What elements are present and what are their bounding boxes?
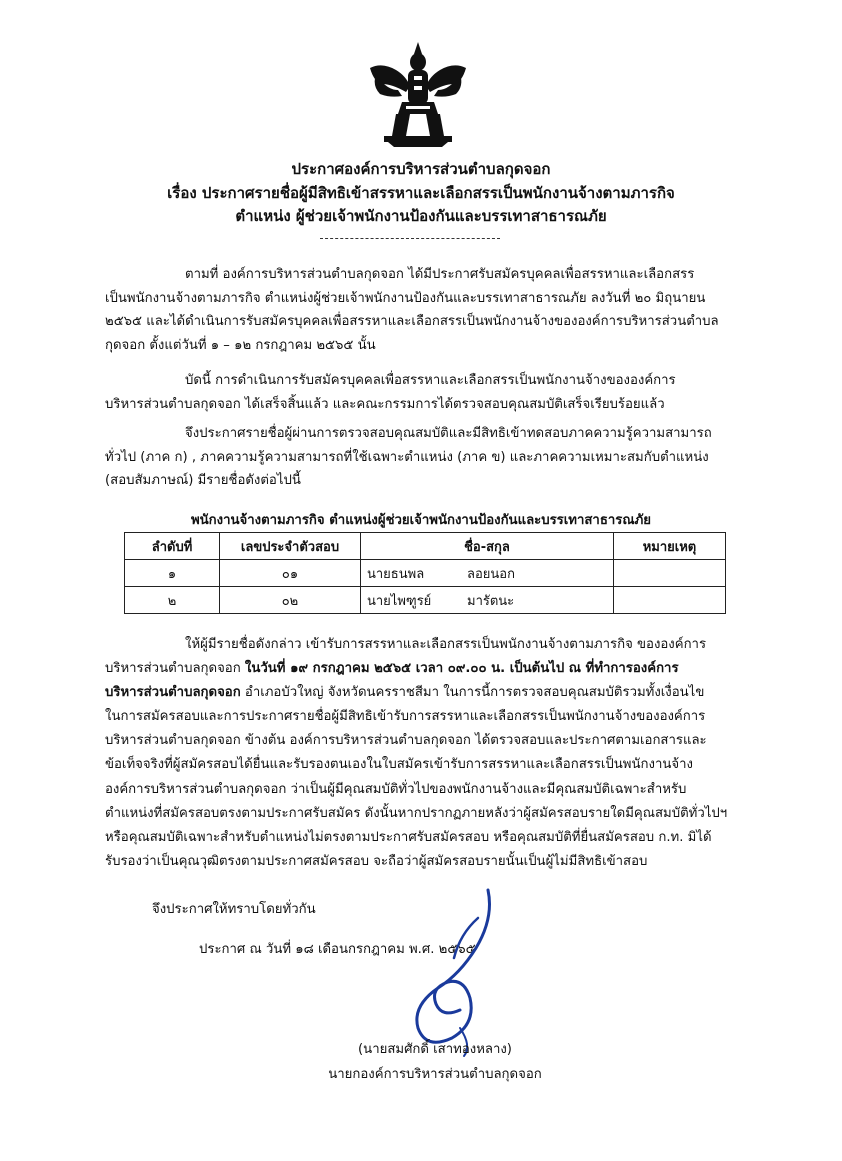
cell-order: ๒ bbox=[125, 587, 220, 614]
text-line: บริหารส่วนตำบลกุดจอก ได้เสร็จสิ้นแล้ว และคณะกรรมการได้ตรวจสอบคุณสมบัติเสร็จเรียบร้อยแล้ว bbox=[105, 396, 665, 412]
last-name: ลอยนอก bbox=[467, 566, 515, 582]
signatory-position: นายกองค์การบริหารส่วนตำบลกุดจอก bbox=[328, 1067, 542, 1082]
text-line: ตามที่ องค์การบริหารส่วนตำบลกุดจอก ได้มีประกาศรับสมัครบุคคลเพื่อสรรหาและเลือกสรร bbox=[185, 267, 695, 282]
text-line: หรือคุณสมบัติเฉพาะสำหรับตำแหน่งไม่ตรงตามประกาศรับสมัครสอบ หรือคุณสมบัติที่ยื่นสมัครสอบ ก.ท. มิได้ bbox=[105, 829, 712, 845]
text-line: ในการสมัครสอบและการประกาศรายชื่อผู้มีสิทธิเข้ารับการสรรหาและเลือกสรรเป็นพนักงานจ้างขององค์การ bbox=[105, 709, 706, 725]
cell-remark bbox=[614, 560, 726, 587]
col-header-order: ลำดับที่ bbox=[125, 533, 220, 560]
signatory-name: (นายสมศักดิ์ เสาทองหลาง) bbox=[358, 1042, 512, 1057]
cell-name bbox=[361, 560, 614, 587]
announcement-subject: เรื่อง ประกาศรายชื่อผู้มีสิทธิเข้าสรรหาและเลือกสรรเป็นพนักงานจ้างตามภารกิจ bbox=[167, 184, 675, 202]
text-line: บัดนี้ การดำเนินการรับสมัครบุคคลเพื่อสรรหาและเลือกสรรเป็นพนักงานจ้างขององค์การ bbox=[185, 373, 676, 388]
garuda-emblem-icon bbox=[362, 40, 474, 148]
table-caption: พนักงานจ้างตามภารกิจ ตำแหน่งผู้ช่วยเจ้าพนักงานป้องกันและบรรเทาสาธารณภัย bbox=[190, 513, 652, 528]
exam-location: บริหารส่วนตำบลกุดจอก bbox=[105, 685, 241, 701]
handwritten-signature bbox=[390, 878, 510, 1058]
closing-line: จึงประกาศให้ทราบโดยทั่วกัน bbox=[152, 902, 316, 917]
first-name: นายธนพล bbox=[367, 566, 425, 582]
cell-exam-id: ๐๑ bbox=[220, 560, 361, 587]
first-name: นายไพฑูรย์ bbox=[367, 593, 432, 609]
text-line: เป็นพนักงานจ้างตามภารกิจ ตำแหน่งผู้ช่วยเจ้าพนักงานป้องกันและบรรเทาสาธารณภัย ลงวันที่ ๒๐ มิถุนายน bbox=[105, 290, 706, 306]
table-header-row bbox=[125, 533, 726, 560]
cell-name bbox=[361, 587, 614, 614]
table-row bbox=[125, 560, 726, 587]
cell-order: ๑ bbox=[125, 560, 220, 587]
paragraph-instructions bbox=[105, 633, 755, 874]
col-header-name: ชื่อ-สกุล bbox=[361, 533, 614, 560]
text-line: ๒๕๖๕ และได้ดำเนินการรับสมัครบุคคลเพื่อสรรหาและเลือกสรรเป็นพนักงานจ้างขององค์การบริหารส่วนตำบล bbox=[105, 314, 719, 329]
announcement-position: ตำแหน่ง ผู้ช่วยเจ้าพนักงานป้องกันและบรรเทาสาธารณภัย bbox=[235, 207, 607, 225]
exam-datetime: ในวันที่ ๑๙ กรกฎาคม ๒๕๖๕ เวลา ๐๙.๐๐ น. เป็นต้นไป ณ ที่ทำการองค์การ bbox=[244, 661, 679, 677]
cell-remark bbox=[614, 587, 726, 614]
text-line: องค์การบริหารส่วนตำบลกุดจอก ว่าเป็นผู้มีคุณสมบัติทั่วไปของพนักงานจ้างและมีคุณสมบัติเฉพาะสำหรับ bbox=[105, 781, 687, 797]
cell-exam-id: ๐๒ bbox=[220, 587, 361, 614]
text-line: รับรองว่าเป็นคุณวุฒิตรงตามประกาศสมัครสอบ จะถือว่าผู้สมัครสอบรายนั้นเป็นผู้ไม่มีสิทธิเข้าสอบ bbox=[105, 853, 648, 869]
announcement-title: ประกาศองค์การบริหารส่วนตำบลกุดจอก bbox=[291, 160, 551, 178]
text-line: ทั่วไป (ภาค ก) , ภาคความรู้ความสามารถที่ใช้เฉพาะตำแหน่ง (ภาค ข) และภาคความเหมาะสมกับตำแหน่ง bbox=[105, 449, 709, 465]
text-line: กุดจอก ตั้งแต่วันที่ ๑ – ๑๒ กรกฎาคม ๒๕๖๕ นั้น bbox=[105, 337, 376, 353]
paragraph-announce-list bbox=[105, 422, 755, 493]
paragraph-status bbox=[105, 369, 755, 416]
text-line bbox=[105, 657, 755, 681]
text-line: จึงประกาศรายชื่อผู้ผ่านการตรวจสอบคุณสมบัติและมีสิทธิเข้าทดสอบภาคความรู้ความสามารถ bbox=[185, 426, 712, 441]
announcement-date: ประกาศ ณ วันที่ ๑๘ เดือนกรกฎาคม พ.ศ. ๒๕๖๕ bbox=[199, 942, 476, 957]
col-header-exam-id: เลขประจำตัวสอบ bbox=[220, 533, 361, 560]
text-line bbox=[105, 681, 755, 705]
paragraph-background bbox=[105, 263, 755, 357]
text-run: อำเภอบัวใหญ่ จังหวัดนครราชสีมา ในการนี้การตรวจสอบคุณสมบัติรวมทั้งเงื่อนไข bbox=[240, 685, 705, 701]
text-line: ข้อเท็จจริงที่ผู้สมัครสอบได้ยื่นและรับรองตนเองในใบสมัครเข้ารับการสรรหาและเลือกสรรเป็นพนักงานจ้าง bbox=[105, 757, 693, 773]
table-row bbox=[125, 587, 726, 614]
candidate-table bbox=[124, 532, 726, 614]
text-line: ให้ผู้มีรายชื่อดังกล่าว เข้ารับการสรรหาและเลือกสรรเป็นพนักงานจ้างตามภารกิจ ขององค์การ bbox=[185, 637, 707, 652]
text-line: (สอบสัมภาษณ์) มีรายชื่อดังต่อไปนี้ bbox=[105, 473, 301, 488]
last-name: มารัตนะ bbox=[467, 593, 515, 609]
header-divider bbox=[320, 238, 500, 239]
text-line: ตำแหน่งที่สมัครสอบตรงตามประกาศรับสมัคร ดังนั้นหากปรากฏภายหลังว่าผู้สมัครสอบรายใดมีคุณสมบัติทั่วไปฯ bbox=[105, 805, 728, 821]
col-header-remark: หมายเหตุ bbox=[614, 533, 726, 560]
text-run: บริหารส่วนตำบลกุดจอก bbox=[105, 661, 245, 677]
text-line: บริหารส่วนตำบลกุดจอก ข้างต้น องค์การบริหารส่วนตำบลกุดจอก ได้ตรวจสอบและประกาศตามเอกสารและ bbox=[105, 733, 707, 749]
